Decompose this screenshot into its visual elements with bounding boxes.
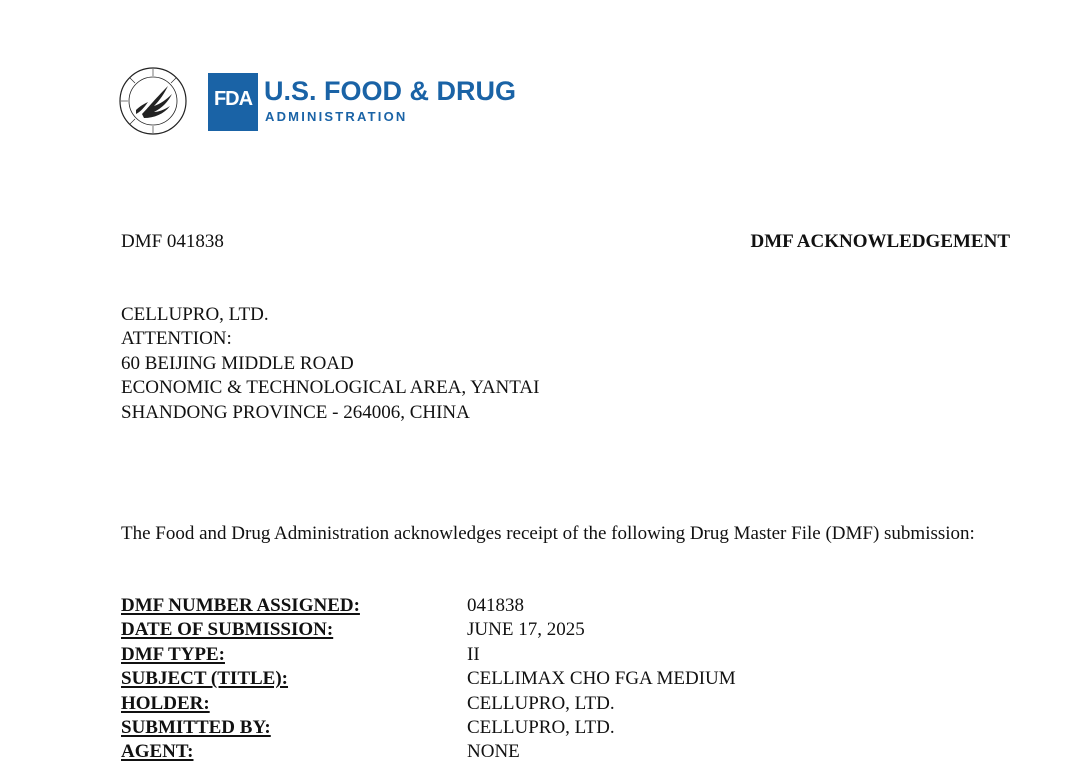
field-row (121, 594, 881, 618)
agency-name: U.S. FOOD & DRUG (264, 76, 517, 106)
field-label: HOLDER: (121, 692, 210, 714)
field-row (121, 643, 881, 667)
field-value: CELLUPRO, LTD. (467, 692, 615, 714)
field-value: CELLUPRO, LTD. (467, 716, 615, 738)
field-label: DMF TYPE: (121, 643, 225, 665)
field-label: SUBMITTED BY: (121, 716, 271, 738)
dmf-reference: DMF 041838 (121, 231, 224, 252)
field-value: II (467, 643, 480, 665)
document-title: DMF ACKNOWLEDGEMENT (750, 231, 1010, 252)
field-label: AGENT: (121, 741, 194, 763)
field-label: SUBJECT (TITLE): (121, 668, 289, 690)
field-row (121, 692, 881, 716)
submission-details (121, 594, 881, 765)
field-row (121, 667, 881, 691)
field-label: DMF NUMBER ASSIGNED: (121, 595, 360, 616)
address-line: 60 BEIJING MIDDLE ROAD (121, 352, 354, 374)
address-line: ECONOMIC & TECHNOLOGICAL AREA, YANTAI (121, 377, 540, 399)
address-line: CELLUPRO, LTD. (121, 304, 269, 325)
field-row (121, 716, 881, 740)
intro-paragraph: The Food and Drug Administration acknowledges receipt of the following Drug Master File (DMF) submission: (121, 523, 975, 544)
address-line: ATTENTION: (121, 328, 232, 350)
field-row (121, 618, 881, 642)
field-row (121, 740, 881, 764)
hhs-seal-icon (118, 66, 188, 136)
fda-mark: FDA (208, 73, 258, 131)
fda-logo (118, 66, 517, 138)
agency-subtitle: ADMINISTRATION (265, 109, 408, 124)
field-label: DATE OF SUBMISSION: (121, 619, 334, 641)
field-value: JUNE 17, 2025 (467, 619, 585, 641)
address-line: SHANDONG PROVINCE - 264006, CHINA (121, 401, 470, 423)
recipient-address (121, 303, 539, 425)
field-value: 041838 (467, 595, 524, 616)
field-value: NONE (467, 741, 520, 763)
field-value: CELLIMAX CHO FGA MEDIUM (467, 668, 736, 690)
